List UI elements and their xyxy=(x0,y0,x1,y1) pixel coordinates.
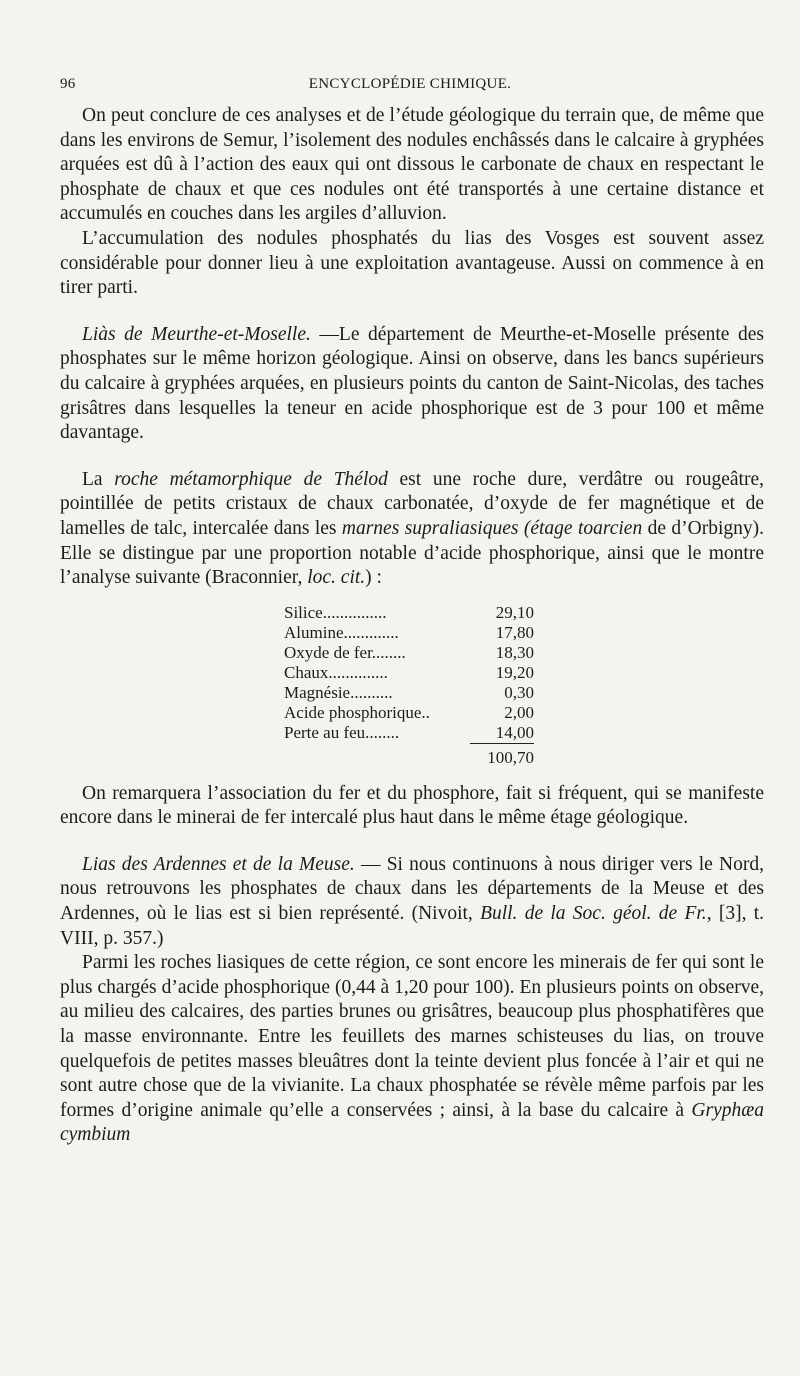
table-row xyxy=(284,663,534,683)
analysis-label: Silice............... xyxy=(284,602,387,622)
table-row xyxy=(284,723,534,744)
analysis-label: Chaux.............. xyxy=(284,662,388,682)
italic-run: Bull. de la Soc. géol. de Fr. xyxy=(480,903,707,925)
section-heading-meurthe: Liàs de Meurthe-et-Moselle. xyxy=(82,323,311,345)
italic-run: loc. cit. xyxy=(307,567,366,589)
text-run: ) : xyxy=(365,567,382,589)
paragraph-conclusion: On peut conclure de ces analyses et de l’étude géologique du terrain que, de même que dans les environs de Semur, l’isolement des nodules enchâssés dans le calcaire à gryphées arquées est dû à l’action des eaux qui ont dissous le carbonate de chaux en respectant le phosphate de chaux et que ces nodules ont été transportés à une certaine distance et accumulés en couches dans les argiles d’alluvion. xyxy=(60,105,764,225)
analysis-table xyxy=(284,603,534,768)
italic-run: roche métamorphique de Thélod xyxy=(114,468,388,490)
analysis-label: Magnésie.......... xyxy=(284,682,393,702)
table-row xyxy=(284,603,534,623)
page-number: 96 xyxy=(60,76,76,92)
page-header xyxy=(60,76,760,98)
analysis-value: 0,30 xyxy=(504,682,534,702)
analysis-label: Alumine............. xyxy=(284,622,399,642)
table-row xyxy=(284,703,534,723)
text-run: , [3], t. VIII, p. 357.) xyxy=(60,903,764,949)
analysis-value: 14,00 xyxy=(495,722,534,742)
table-row xyxy=(284,683,534,703)
italic-run: Gryphæa cymbium xyxy=(60,1099,764,1146)
text-run: La xyxy=(82,468,115,490)
text-run: — Si nous continuons à nous diriger vers le Nord, nous retrouvons les phosphates de chaux dans les départements de la Meuse et des Ardennes, où le lias est si bien représenté. (Nivoit, xyxy=(60,853,764,925)
section-heading-ardennes: Lias des Ardennes et de la Meuse. xyxy=(82,853,355,875)
body-text xyxy=(60,104,764,1148)
paragraph-accumulation: L’accumulation des nodules phosphatés du lias des Vosges est souvent assez considérable pour donner lieu à une exploitation avantageuse. Aussi on commence à en tirer parti. xyxy=(60,227,764,299)
analysis-value: 29,10 xyxy=(495,602,534,622)
table-row xyxy=(284,623,534,643)
text-run: de d’Orbigny). Elle se distingue par une proportion notable d’acide phosphorique, ainsi que le montre l’analyse suivante (Braconnier, xyxy=(60,517,764,589)
paragraph-association: On remarquera l’association du fer et du phosphore, fait si fréquent, qui se manifeste encore dans le minerai de fer intercalé plus haut dans le même étage géologique. xyxy=(60,782,764,829)
analysis-value: 2,00 xyxy=(504,702,534,722)
analysis-label: Perte au feu........ xyxy=(284,722,400,742)
table-row xyxy=(284,643,534,663)
paragraph-ardennes-meuse xyxy=(60,853,764,951)
italic-run: marnes supraliasiques (étage toarcien xyxy=(341,517,643,539)
paragraph-liasic-rocks xyxy=(60,951,764,1148)
analysis-label: Oxyde de fer........ xyxy=(284,642,406,662)
running-title: ENCYCLOPÉDIE CHIMIQUE. xyxy=(308,76,512,92)
analysis-total: 100,70 xyxy=(470,743,534,768)
total-spacer xyxy=(284,743,470,768)
table-total-row xyxy=(284,743,534,768)
analysis-value: 19,20 xyxy=(495,662,534,682)
text-run: Parmi les roches liasiques de cette région, ce sont encore les minerais de fer qui sont le plus chargés d’acide phosphorique (0,44 à 1,20 pour 100). En plusieurs points on observe, au milieu des calcaires, des parties brunes ou grisâtres, beaucoup plus phosphatifères que la masse environnante. Entre les feuillets des marnes schisteuses du lias, on trouve quelquefois de petites masses bleuâtres dont la teinte devient plus foncée à l’air et qui ne sont autre chose que de la vivianite. La chaux phosphatée se révèle même parfois par les formes d’origine animale qu’elle a conservées ; ainsi, à la base du calcaire à xyxy=(60,952,764,1121)
text-run: est une roche dure, verdâtre ou rougeâtre, pointillée de petits cristaux de chaux carbonatée, d’oxyde de fer magnétique et de lamelles de talc, intercalée dans les xyxy=(60,468,764,539)
paragraph-text: —Le département de Meurthe-et-Moselle présente des phosphates sur le même horizon géologique. Ainsi on observe, dans les bancs supérieurs du calcaire à gryphées arquées, en plusieurs points du canton de Saint-Nicolas, des taches grisâtres dans lesquelles la teneur en acide phosphorique est de 3 pour 100 et même davantage. xyxy=(60,323,764,444)
paragraph-meurthe-et-moselle xyxy=(60,323,764,446)
paragraph-thelod xyxy=(60,468,764,591)
analysis-value: 18,30 xyxy=(495,642,534,662)
analysis-value: 17,80 xyxy=(495,622,534,642)
analysis-label: Acide phosphorique.. xyxy=(284,702,430,722)
